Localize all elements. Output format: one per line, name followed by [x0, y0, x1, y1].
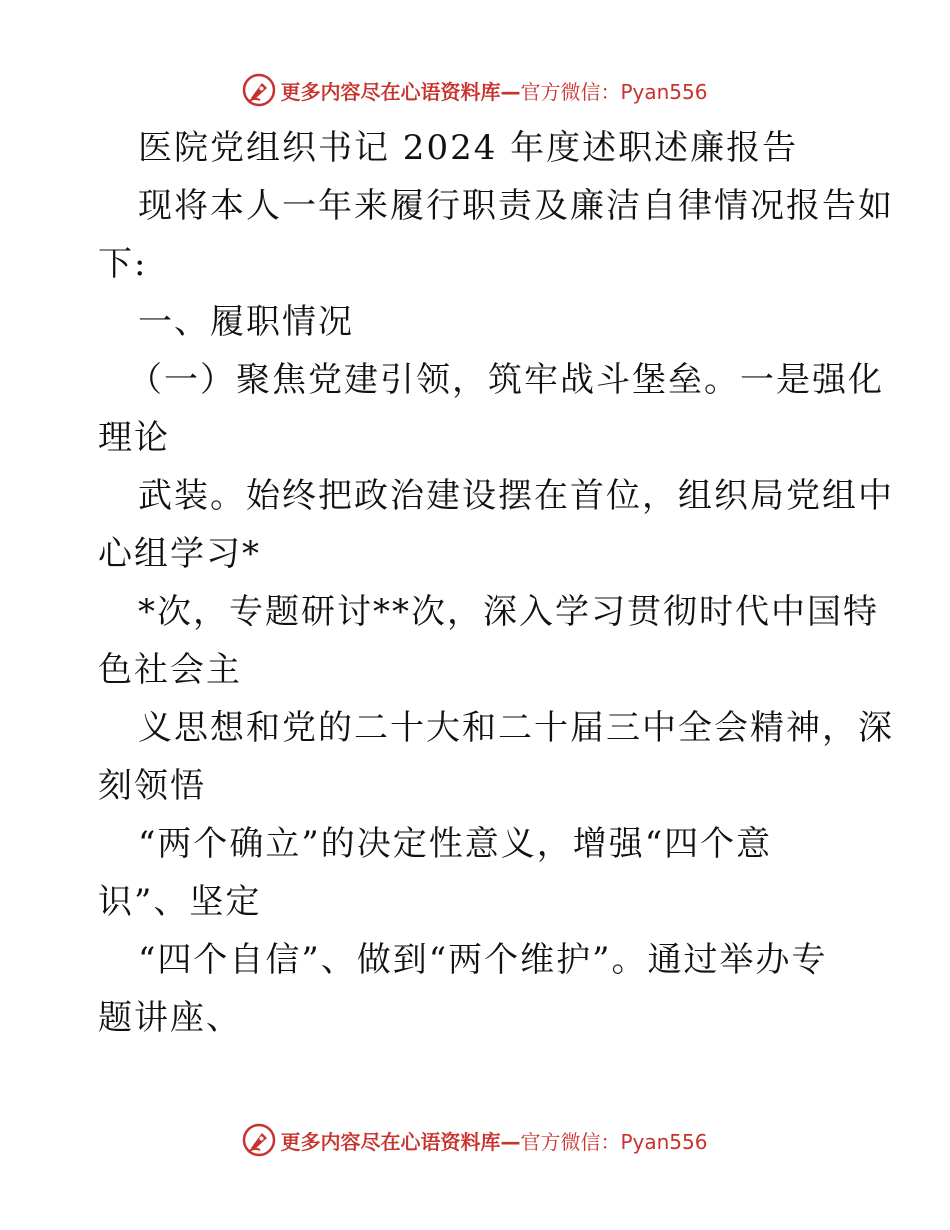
paragraph-line: 色社会主: [98, 650, 242, 690]
banner-text: 更多内容尽在心语资料库—: [280, 1129, 521, 1154]
paragraph-line: 现将本人一年来履行职责及廉洁自律情况报告如: [138, 186, 894, 226]
paragraph-line: 识”、坚定: [98, 882, 262, 922]
footer-banner: [0, 1120, 950, 1160]
banner-text: 更多内容尽在心语资料库—: [280, 79, 521, 104]
paragraph-line: *次，专题研讨**次，深入学习贯彻时代中国特: [138, 592, 879, 632]
paragraph-line: 下:: [98, 244, 148, 284]
paragraph-line: 理论: [98, 418, 170, 458]
paragraph-line: “两个确立”的决定性意义，增强“四个意: [138, 824, 773, 864]
paragraph-line: 刻领悟: [98, 766, 206, 806]
section-heading: 一、履职情况: [138, 302, 354, 342]
document-title: 医院党组织书记 2024 年度述职述廉报告: [138, 128, 799, 168]
paragraph-line: 义思想和党的二十大和二十届三中全会精神，深: [138, 708, 894, 748]
banner-contact: 官方微信：Pyan556: [520, 79, 708, 104]
paragraph-line: 题讲座、: [98, 998, 242, 1038]
paragraph-line: “四个自信”、做到“两个维护”。通过举办专: [138, 940, 828, 980]
banner-contact: 官方微信：Pyan556: [520, 1129, 708, 1154]
paragraph-line: （一）聚焦党建引领，筑牢战斗堡垒。一是强化: [128, 360, 884, 400]
pen-nib-logo-icon: [242, 1123, 276, 1157]
paragraph-line: 武装。始终把政治建设摆在首位，组织局党组中: [138, 476, 894, 516]
paragraph-line: 心组学习*: [98, 534, 261, 574]
